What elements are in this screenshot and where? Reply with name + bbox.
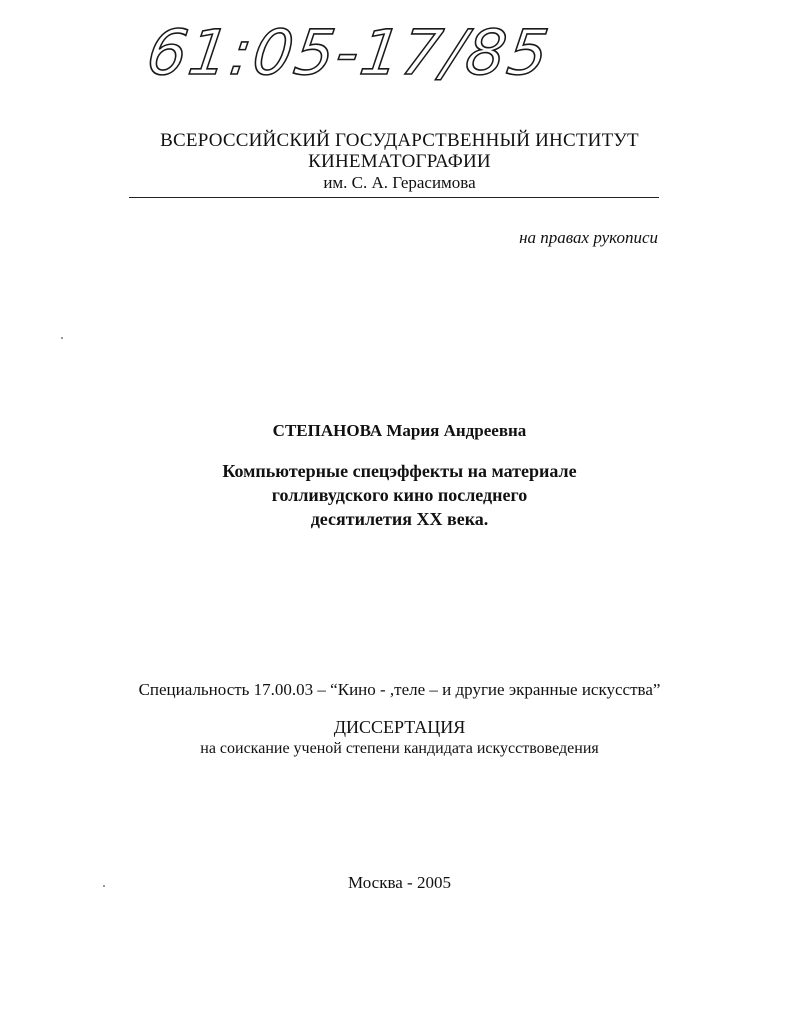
handwritten-code-svg — [142, 8, 555, 98]
handwritten-archive-code — [142, 8, 555, 98]
author-name: СТЕПАНОВА Мария Андреевна — [272, 421, 527, 440]
institution-header — [0, 130, 799, 193]
thesis-degree: на соискание ученой степени кандидата искусствоведения — [200, 740, 599, 757]
thesis-type: ДИССЕРТАЦИЯ — [333, 717, 466, 737]
institution-line-3: им. С. А. Герасимова — [323, 173, 476, 192]
handwritten-code-text: 61:05-17/85 — [142, 16, 555, 89]
rights-note: на правах рукописи — [519, 228, 658, 247]
thesis-block — [0, 717, 799, 759]
scan-speck — [61, 337, 63, 339]
title-line-3: десятилетия XX века. — [310, 509, 489, 529]
specialty-line: Специальность 17.00.03 – “Кино - ,теле – и другие экранные искусства” — [138, 680, 661, 699]
title-line-2: голливудского кино последнего — [271, 485, 528, 505]
institution-line-1: ВСЕРОССИЙСКИЙ ГОСУДАРСТВЕННЫЙ ИНСТИТУТ — [160, 130, 639, 151]
title-line-1: Компьютерные спецэффекты на материале — [222, 461, 577, 481]
scan-speck — [103, 885, 105, 887]
institution-line-2: КИНЕМАТОГРАФИИ — [308, 151, 491, 172]
city-year: Москва - 2005 — [348, 873, 451, 892]
thesis-title — [0, 459, 799, 531]
header-divider — [129, 197, 659, 198]
